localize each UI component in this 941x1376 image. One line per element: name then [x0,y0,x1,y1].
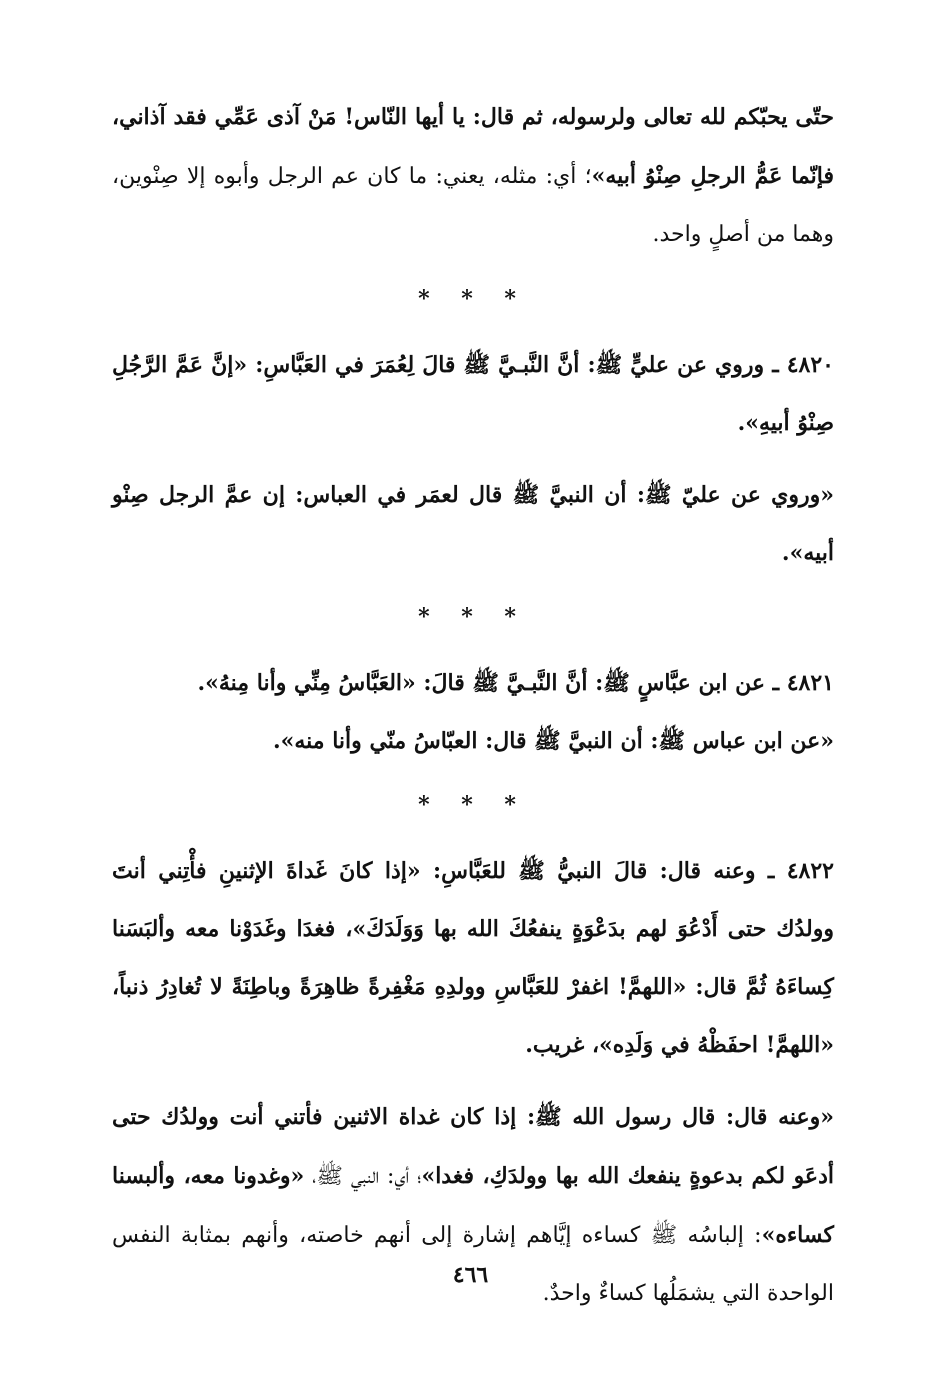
commentary-4822-rest: : إلباسُه ﷺ كساءه إيَّاهم إشارة إلى أنهم خاصته، وأنهم بمثابة النفس الواحدة التي يشمَلُها كساءٌ واحدٌ. [112,1223,834,1306]
hadith-4822: ٤٨٢٢ ـ وعنه قال: قالَ النبيُّ ﷺ للعَبَّاسِ: «إذا كانَ غَداةَ الإثنينِ فأْتِني أنتَ وولدُك حتى أَدْعُوَ لهم بدَعْوَةٍ ينفعُكَ الله بها وَوَلَدَكَ»، فغدَا وغَدَوْنا معه وألبَسَنا كِساءَهُ ثُمَّ قال: «اللهمَّ! اغفرْ للعَبَّاسِ وولدِهِ مَغْفِرةً ظاهِرَةً وباطِنَةً لا تُغادِرُ ذنباً، «اللهمَّ! احفَظْهُ في وَلَدِه»، غريب. [112,858,834,1058]
spacer [112,452,834,466]
section-separator-2: * * * [418,604,528,630]
commentary-4822-quote-2: «وغدونا معه، وألبسنا كساءه» [112,1163,834,1248]
commentary-4822-quote: «وعنه قال: قال رسول الله ﷺ: إذا كان غداة الاثنين فأتني أنت وولدُك حتى أدعَو لكم بدعوةٍ ينفعك الله بها وولدَكِ، فغدا» [112,1104,834,1189]
section-separator-1: * * * [418,286,528,312]
commentary-4820: «وروي عن عليّ ﷺ: أن النبيَّ ﷺ قال لعمَر في العباس: إن عمَّ الرجل صِنْو أبيه». [112,482,834,566]
paragraph-1-commentary: ؛ أي: مثله، يعني: ما كان عم الرجل وأبوه إلا صِنْوين، وهما من أصلٍ واحد. [112,164,834,247]
paragraph-1-quote: حتّى يحبّكم لله تعالى ولرسوله، ثم قال: يا أيها النّاس! مَنْ آذى عَمِّي فقد آذاني، فإنّما عَمُّ الرجلِ صِنْوُ أبيه» [112,104,834,189]
page-body [112,88,834,1323]
commentary-4822-explanation: ؛ أي: النبي ﷺ، [304,1164,422,1189]
section-separator-3: * * * [418,792,528,818]
page-number: ٤٦٦ [452,1262,489,1288]
hadith-4820: ٤٨٢٠ ـ وروي عن عليٍّ ﷺ: أنَّ النَّبـيَّ ﷺ قالَ لِعُمَرَ في العَبَّاسِ: «إنَّ عَمَّ الرَّجُلِ صِنْوُ أبيهِ». [112,352,834,436]
spacer [112,1074,834,1088]
commentary-4821: «عن ابن عباس ﷺ: أن النبيَّ ﷺ قال: العبّاسُ منّي وأنا منه». [272,728,834,754]
paragraph-1 [112,88,834,264]
hadith-4821: ٤٨٢١ ـ عن ابن عبَّاسٍ ﷺ: أنَّ النَّبـيَّ ﷺ قالَ: «العَبَّاسُ مِنِّي وأنا مِنهُ». [197,670,834,696]
